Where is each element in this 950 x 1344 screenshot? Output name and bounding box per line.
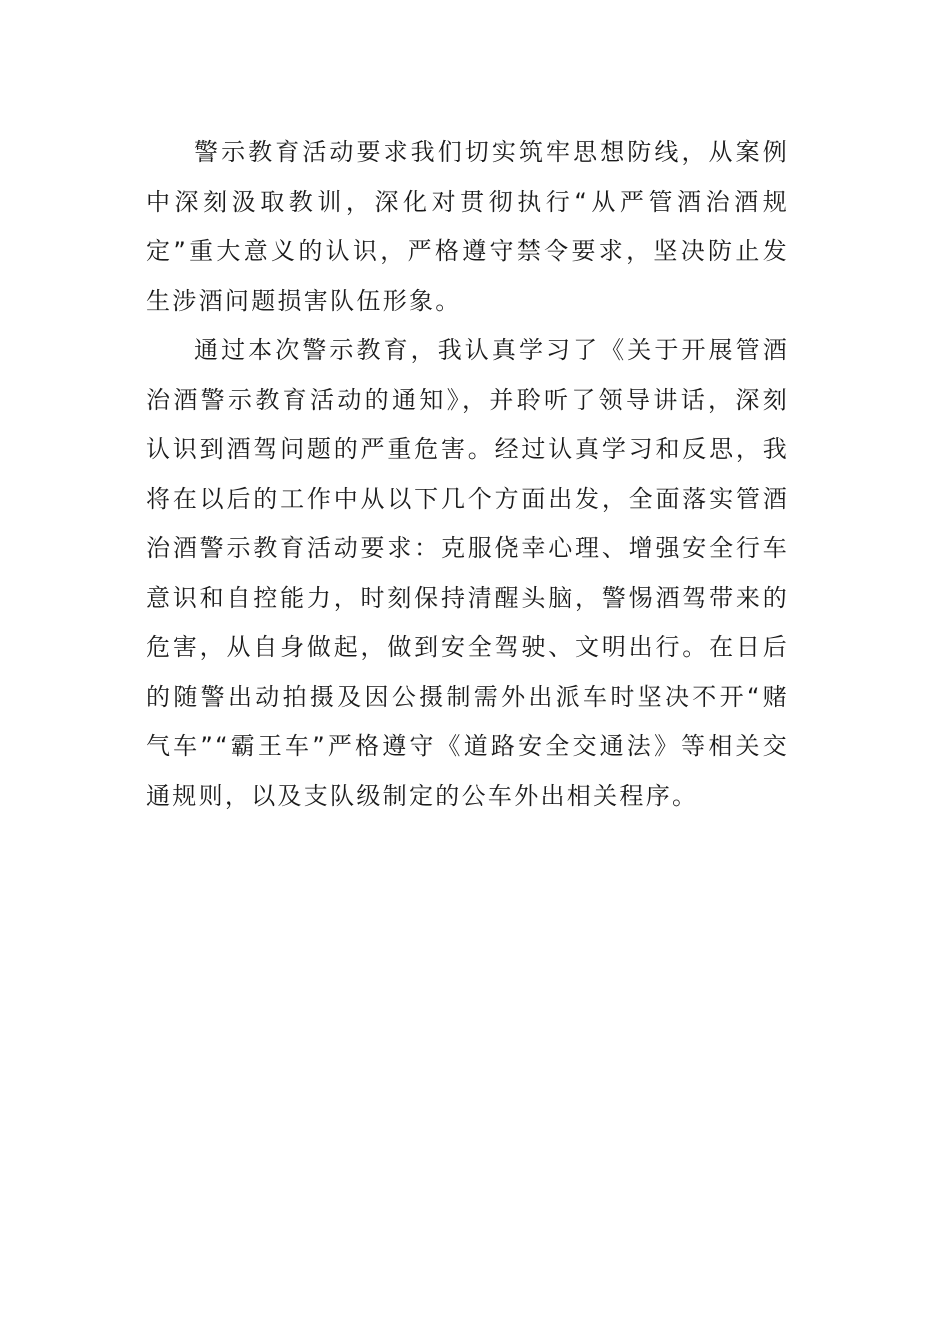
document-body	[146, 128, 789, 821]
paragraph-2: 通过本次警示教育，我认真学习了《关于开展管酒治酒警示教育活动的通知》，并聆听了领导讲话，深刻认识到酒驾问题的严重危害。经过认真学习和反思，我将在以后的工作中从以下几个方面出发，全面落实管酒治酒警示教育活动要求：克服侥幸心理、增强安全行车意识和自控能力，时刻保持清醒头脑，警惕酒驾带来的危害，从自身做起，做到安全驾驶、文明出行。在日后的随警出动拍摄及因公摄制需外出派车时坚决不开“赌气车”“霸王车”严格遵守《道路安全交通法》等相关交通规则，以及支队级制定的公车外出相关程序。	[146, 336, 789, 810]
paragraph-1: 警示教育活动要求我们切实筑牢思想防线，从案例中深刻汲取教训，深化对贯彻执行“从严管酒治酒规定”重大意义的认识，严格遵守禁令要求，坚决防止发生涉酒问题损害队伍形象。	[146, 138, 789, 315]
